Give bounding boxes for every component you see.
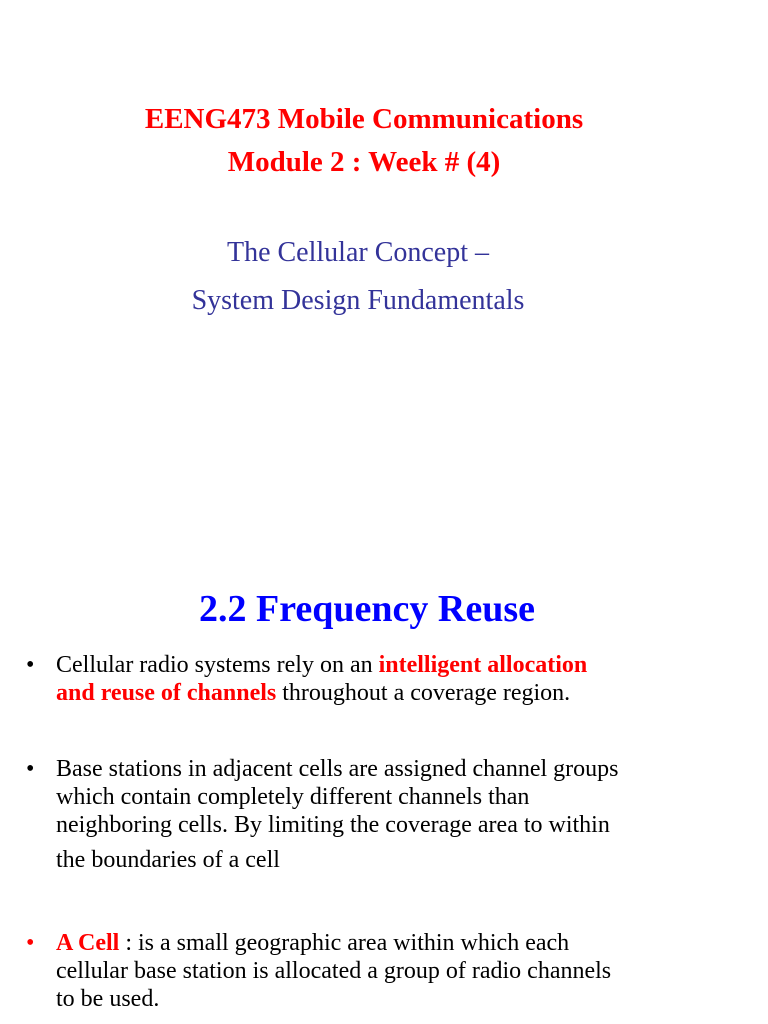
- bullet-1-highlight-part-1: intelligent allocation: [378, 652, 588, 678]
- bullet-1-highlight-part-2: and reuse of channels: [56, 680, 277, 706]
- bullet-item-1: [26, 651, 746, 707]
- bullet-item-3: [26, 929, 746, 1013]
- subtitle-line-1: The Cellular Concept –: [226, 237, 490, 268]
- bullet-marker: •: [26, 756, 35, 782]
- bullet-1-text-end: throughout a coverage region.: [276, 680, 571, 706]
- bullet-item-2: [26, 755, 746, 874]
- cell-definition-line-1: : is a small geographic area within which each: [119, 930, 570, 956]
- module-week-title: Module 2 : Week # (4): [227, 146, 501, 178]
- subtitle-line-2: System Design Fundamentals: [191, 285, 525, 316]
- bullet-2-line-4: the boundaries of a cell: [56, 847, 280, 873]
- section-heading: 2.2 Frequency Reuse: [199, 588, 535, 630]
- bullet-marker: •: [26, 652, 35, 678]
- bullet-1-text-start: Cellular radio systems rely on an: [56, 652, 379, 678]
- cell-term: A Cell: [56, 930, 120, 956]
- content-slide: [0, 512, 768, 1024]
- course-title: EENG473 Mobile Communications: [144, 103, 584, 135]
- bullet-2-line-3: neighboring cells. By limiting the coverage area to within: [56, 812, 610, 838]
- cell-definition-line-2: cellular base station is allocated a group of radio channels: [56, 958, 612, 984]
- bullet-2-line-2: which contain completely different channels than: [56, 784, 530, 810]
- cell-definition-line-3: to be used.: [56, 986, 160, 1012]
- bullet-2-line-1: Base stations in adjacent cells are assigned channel groups: [56, 756, 619, 782]
- bullet-marker: •: [26, 930, 35, 956]
